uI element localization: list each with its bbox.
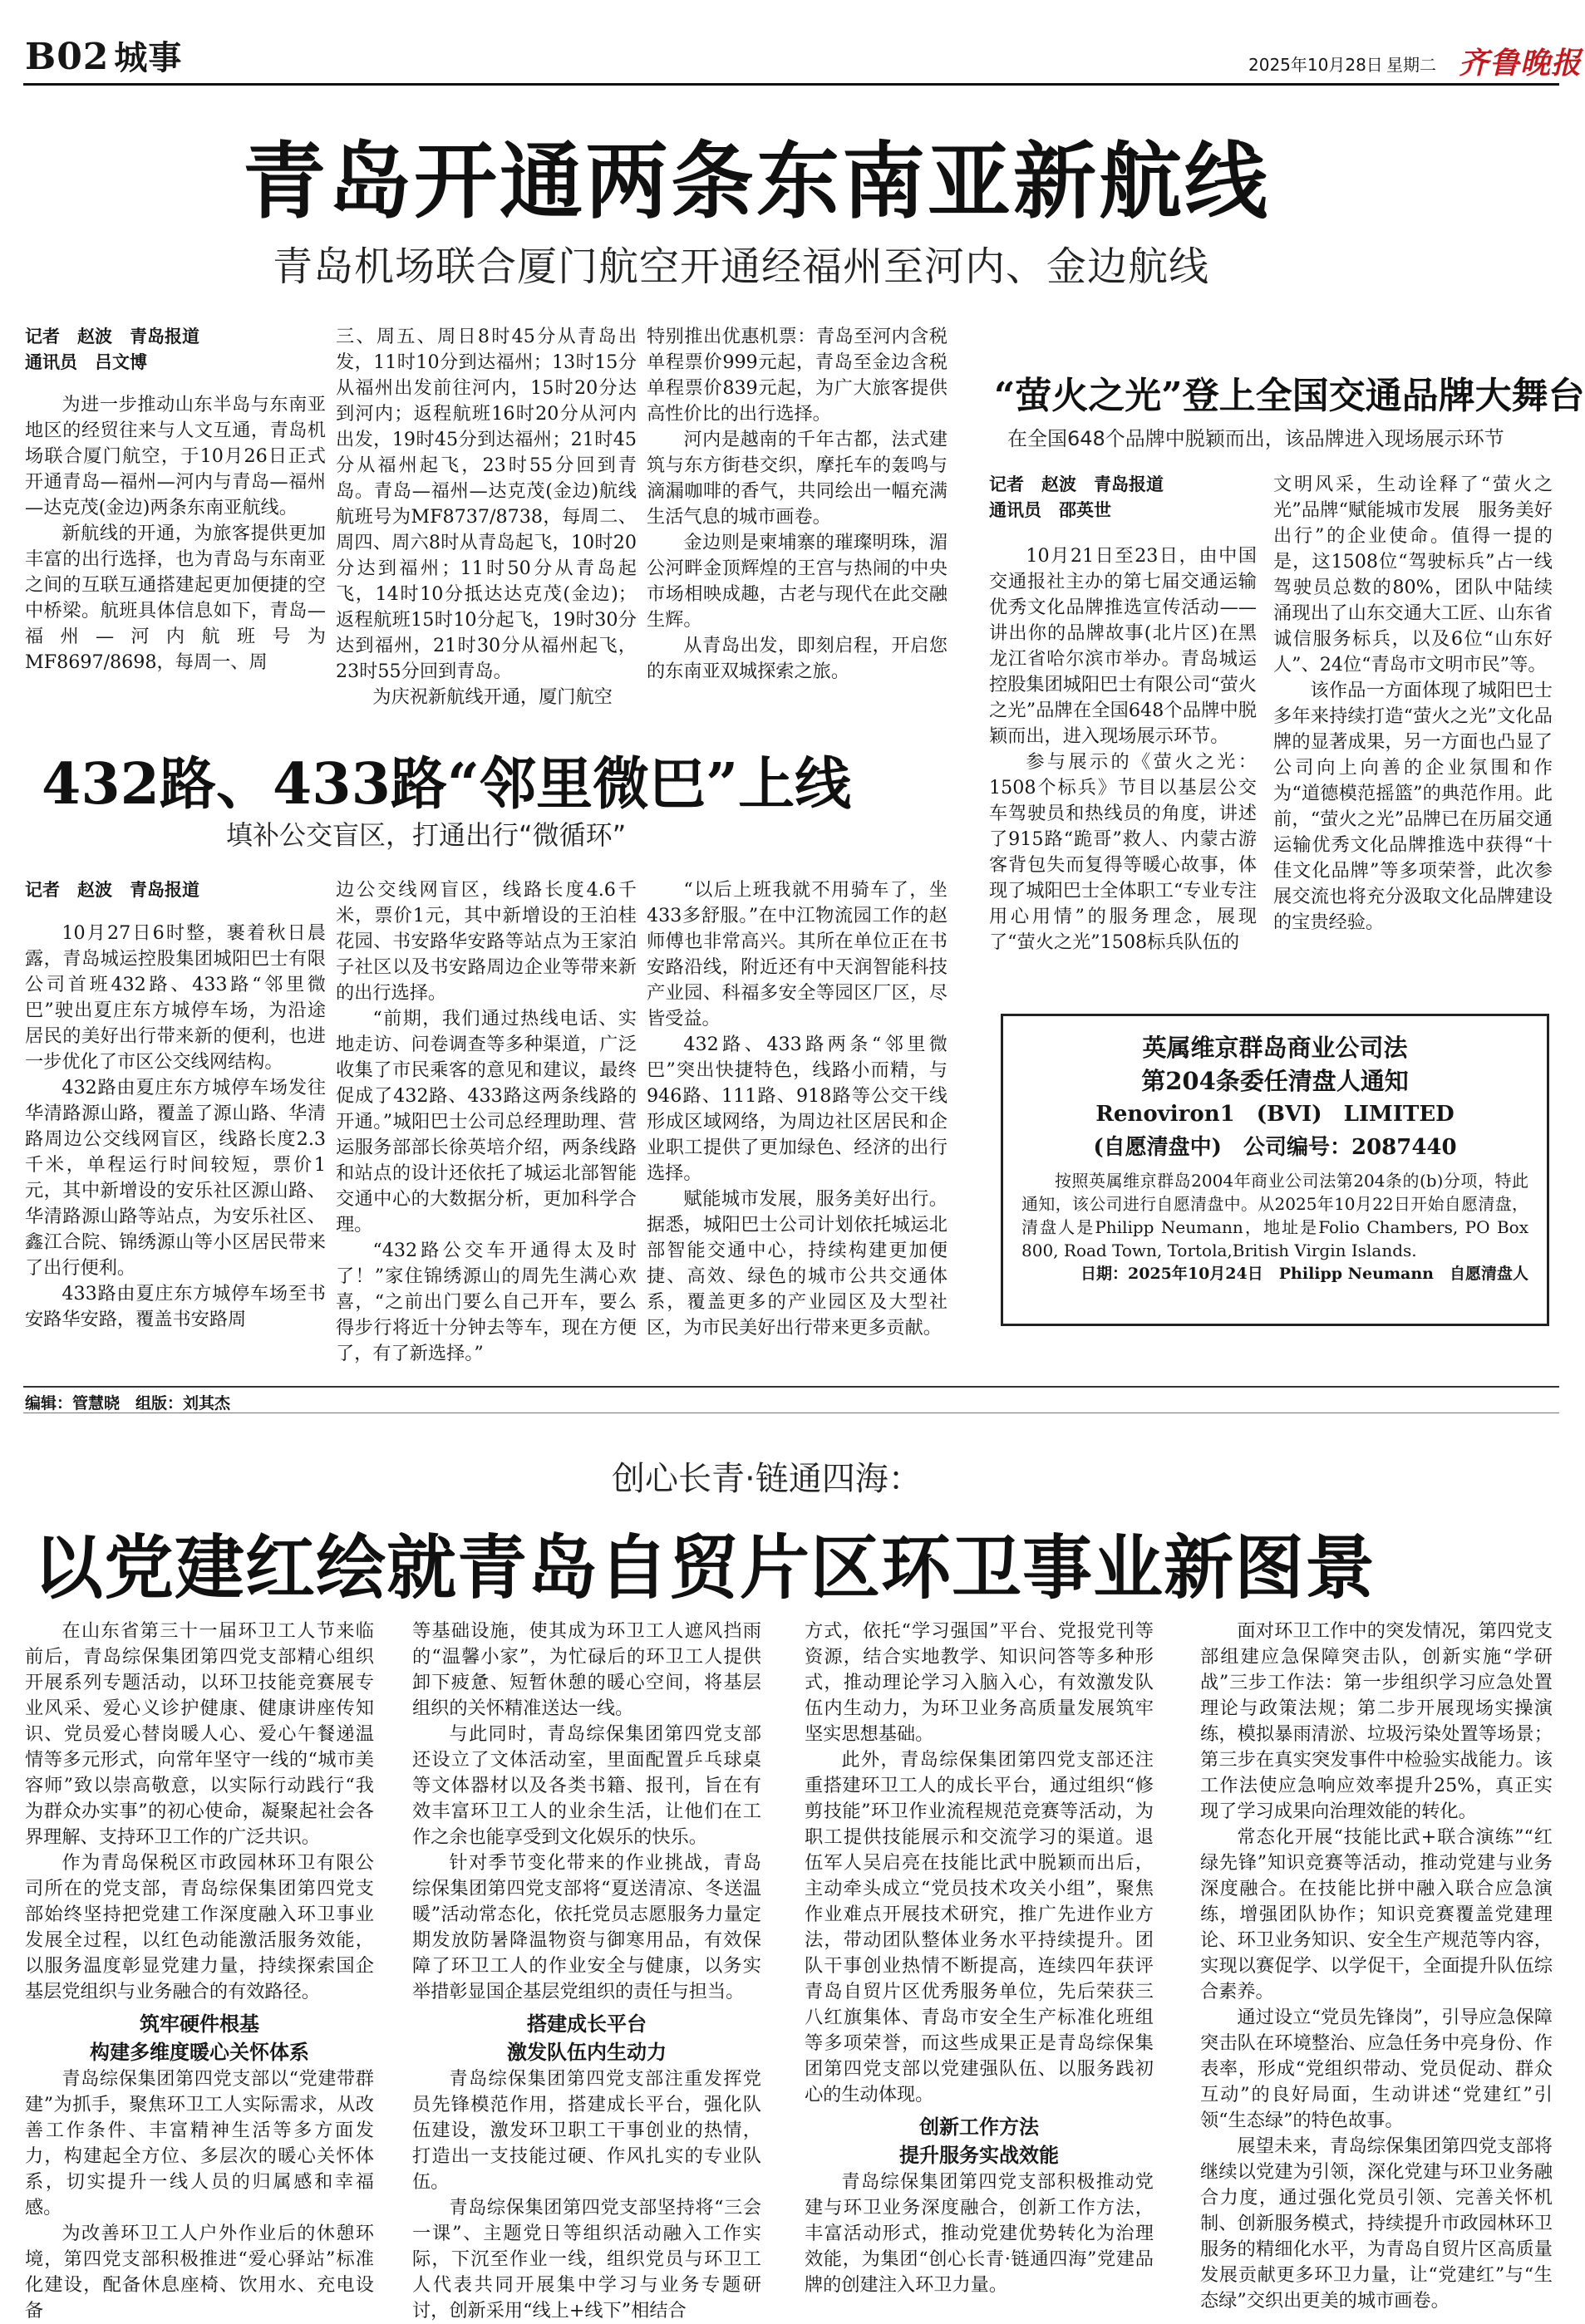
article4-column-2	[412, 1619, 761, 2322]
issue-date: 2025年10月28日	[1248, 55, 1383, 75]
header-rule	[23, 83, 1559, 86]
paragraph: 青岛综保集团第四党支部坚持将“三会一课”、主题党日等组织活动融入工作实际，下沉至作业一线，组织党员与环卫工人代表共同开展集中学习与业务专题研讨，创新采用“线上+线下”相结合	[412, 2197, 761, 2322]
paragraph: 文明风采，生动诠释了“萤火之光”品牌“赋能城市发展 服务美好出行”的企业使命。值得一提的是，这1508位“驾驶标兵”占一线驾驶员总数的80%，团队中陆续涌现出了山东交通大工匠、山东省诚信服务标兵，以及6位“山东好人”、24位“青岛市文明市民”等。	[1273, 474, 1553, 676]
paragraph: 为改善环卫工人户外作业后的休憩环境，第四党支部积极推进“爱心驿站”标准化建设，配备休息座椅、饮用水、充电设备	[25, 2223, 374, 2322]
paragraph: 通过设立“党员先锋岗”，引导应急保障突击队在环境整治、应急任务中亮身份、作表率，形成“党组织带动、党员促动、群众互动”的良好局面，生动讲述“党建红”引领“生态绿”的特色故事。	[1200, 2007, 1553, 2131]
paragraph: 针对季节变化带来的作业挑战，青岛综保集团第四党支部将“夏送清凉、冬送温暖”活动常态化，依托党员志愿服务力量定期发放防暑降温物资与御寒用品，有效保障了环卫工人的作业安全与健康，以务实举措彰显国企基层党组织的责任与担当。	[412, 1852, 761, 2002]
section-divider	[23, 1386, 1559, 1388]
article2-headline: “萤火之光”登上全国交通品牌大舞台	[994, 375, 1585, 417]
paragraph: 赋能城市发展，服务美好出行。据悉，城阳巴士公司计划依托城运北部智能交通中心，持续构建更加便捷、高效、绿色的城市公共交通体系，覆盖更多的产业园区及大型社区，为市民美好出行带来更多贡献。	[647, 1188, 948, 1339]
article1-subhead: 青岛机场联合厦门航空开通经福州至河内、金边航线	[273, 243, 1210, 290]
paragraph: 该作品一方面体现了城阳巴士多年来持续打造“萤火之光”文化品牌的显著成果，另一方面也凸显了公司向上向善的企业氛围和作为“道德模范摇篮”的典范作用。此前，“萤火之光”品牌已在历届交通运输优秀文化品牌推选中获得“十佳文化品牌”等多项荣誉，此次参展交流也将充分汲取文化品牌建设的宝贵经验。	[1273, 680, 1553, 933]
article4-column-1	[25, 1619, 374, 2322]
paragraph: 新航线的开通，为旅客提供更加丰富的出行选择，也为青岛与东南亚之间的互联互通搭建起更加便捷的空中桥梁。航班具体信息如下，青岛—福州—河内航班号为MF8697/8698，每周一、周	[25, 523, 326, 673]
article3-column-2	[336, 877, 637, 1381]
section-head: 激发队伍内生动力	[507, 2041, 667, 2064]
paragraph: 433路由夏庄东方城停车场至书安路华安路，覆盖书安路周	[25, 1283, 326, 1330]
paragraph: 从青岛出发，即刻启程，开启您的东南亚双城探索之旅。	[647, 635, 948, 682]
article1-column-2	[336, 324, 637, 708]
paragraph: 特别推出优惠机票：青岛至河内含税单程票价999元起，青岛至金边含税单程票价839元起，为广大旅客提供高性价比的出行选择。	[647, 326, 948, 425]
section-head: 创新工作方法	[919, 2115, 1039, 2139]
notice-signoff: 日期：2025年10月24日 Philipp Neumann 自愿清盘人	[1080, 1265, 1528, 1283]
paragraph: 青岛综保集团第四党支部注重发挥党员先锋模范作用，搭建成长平台，强化队伍建设，激发环卫职工干事创业的热情，打造出一支技能过硬、作风扎实的专业队伍。	[412, 2068, 761, 2193]
paragraph: 常态化开展“技能比武+联合演练”“红绿先锋”知识竞赛等活动，推动党建与业务深度融合。在技能比拼中融入联合应急演练，增强团队协作；知识竞赛覆盖党建理论、环卫业务知识、安全生产规范等内容，实现以赛促学、以学促干，全面提升队伍综合素养。	[1200, 1826, 1553, 2002]
article1-column-1	[25, 392, 326, 700]
notice-title-2: 第204条委任清盘人通知	[1141, 1067, 1409, 1095]
liquidation-notice-box	[1001, 1014, 1549, 1326]
issue-weekday: 星期二	[1386, 55, 1436, 75]
reporter: 记者 赵波 青岛报道	[25, 327, 199, 346]
article2-column-2	[1273, 472, 1553, 975]
article4-column-4	[1200, 1619, 1553, 2317]
article3-column-3	[647, 877, 948, 1381]
article2-column-1	[989, 543, 1276, 975]
paragraph: 在山东省第三十一届环卫工人节来临前后，青岛综保集团第四党支部精心组织开展系列专题活动，以环卫技能竞赛展专业风采、爱心义诊护健康、健康讲座传知识、党员爱心替岗暖人心、爱心午餐递温情等多元形式，向常年坚守一线的“城市美容师”致以崇高敬意，以实际行动践行“我为群众办实事”的初心使命，凝聚起社会各界理解、支持环卫工作的广泛共识。	[25, 1620, 374, 1848]
paragraph: 432路由夏庄东方城停车场发往华清路源山路，覆盖了源山路、华清路周边公交线网盲区，线路长度2.3千米，单程运行时间较短，票价1元，其中新增设的安乐社区源山路、华清路源山路等站点，为安乐社区、鑫江合院、锦绣源山等小区居民带来了出行便利。	[25, 1077, 326, 1279]
article2-byline	[989, 472, 1238, 523]
section-head: 筑牢硬件根基	[140, 2012, 259, 2036]
article4-headline: 以党建红绘就青岛自贸片区环卫事业新图景	[33, 1526, 1376, 1609]
article3-byline	[25, 877, 324, 903]
paragraph: 面对环卫工作中的突发情况，第四党支部组建应急保障突击队，创新实施“学研战”三步工作法：第一步组织学习应急处置理论与政策法规；第二步开展现场实操演练，模拟暴雨清淤、垃圾污染处置等场景；第三步在真实突发事件中检验实战能力。该工作法使应急响应效率提升25%，真正实现了学习成果向治理效能的转化。	[1200, 1620, 1553, 1822]
newspaper-logo: 齐鲁晚报	[1459, 46, 1583, 81]
article2-subhead: 在全国648个品牌中脱颖而出，该品牌进入现场展示环节	[1007, 427, 1504, 450]
paragraph: 金边则是柬埔寨的璀璨明珠，湄公河畔金顶辉煌的王宫与热闹的中央市场相映成趣，古老与现代在此交融生辉。	[647, 532, 948, 631]
notice-status: (自愿清盘中) 公司编号：2087440	[1093, 1135, 1457, 1160]
paragraph: 为进一步推动山东半岛与东南亚地区的经贸往来与人文互通，青岛机场联合厦门航空，于10月26日正式开通青岛—福州—河内与青岛—福州—达克茂(金边)两条东南亚航线。	[25, 394, 326, 518]
paragraph: 展望未来，青岛综保集团第四党支部将继续以党建为引领，深化党建与环卫业务融合力度，通过强化党员引领、完善关怀机制、创新服务模式，持续提升市政园林环卫服务的精细化水平，为青岛自贸片区高质量发展贡献更多环卫力量，让“党建红”与“生态绿”交织出更美的城市画卷。	[1200, 2135, 1553, 2312]
correspondent: 通讯员 吕文博	[25, 352, 147, 372]
reporter: 记者 赵波 青岛报道	[989, 474, 1164, 494]
section-head: 提升服务实战效能	[899, 2144, 1059, 2167]
paragraph: 此外，青岛综保集团第四党支部还注重搭建环卫工人的成长平台，通过组织“修剪技能”环卫作业流程规范竞赛等活动，为职工提供技能展示和交流学习的渠道。退伍军人吴启亮在技能比武中脱颖而出后，主动牵头成立“党员技术攻关小组”，聚焦作业难点开展技术研究，推广先进作业方法，带动团队整体业务水平持续提升。团队干事创业热情不断提高，连续四年获评青岛自贸片区优秀服务单位，先后荣获三八红旗集体、青岛市安全生产标准化班组等多项荣誉，而这些成果正是青岛综保集团第四党支部以党建强队伍、以服务践初心的生动体现。	[805, 1749, 1154, 2105]
article1-byline	[25, 324, 324, 376]
reporter: 记者 赵波 青岛报道	[25, 880, 199, 900]
paragraph: 边公交线网盲区，线路长度4.6千米，票价1元，其中新增设的王泊桂花园、书安路华安路等站点为王家泊子社区以及书安路周边企业等带来新的出行选择。	[336, 879, 637, 1004]
notice-title-1: 英属维京群岛商业公司法	[1142, 1034, 1408, 1062]
paragraph: 与此同时，青岛综保集团第四党支部还设立了文体活动室，里面配置乒乓球桌等文体器材以及各类书籍、报刊，旨在有效丰富环卫工人的业余生活，让他们在工作之余也能享受到文化娱乐的快乐。	[412, 1723, 761, 1848]
paragraph: 参与展示的《萤火之光：1508个标兵》节目以基层公交车驾驶员和热线员的角度，讲述了915路“跪哥”救人、内蒙古游客背包失而复得等暖心故事，体现了城阳巴士全体职工“专业专注 用心用情”的服务理念，展现了“萤火之光”1508标兵队伍的	[989, 751, 1276, 953]
page-number: B02 城事	[25, 36, 183, 78]
paragraph: 10月27日6时整，裹着秋日晨露，青岛城运控股集团城阳巴士有限公司首班432路、433路“邻里微巴”驶出夏庄东方城停车场，为沿途居民的美好出行带来新的便利，也进一步优化了市区公交线网结构。	[25, 922, 326, 1073]
notice-body: 按照英属维京群岛2004年商业公司法第204条的(b)分项，特此通知，该公司进行自愿清盘中。从2025年10月22日开始自愿清盘，清盘人是Philipp Neumann，地址是Folio Chambers, PO Box 800, Road Town, Tortola,British Virgin Islands.	[1021, 1171, 1528, 1260]
section-head: 搭建成长平台	[527, 2012, 647, 2036]
paragraph: 432路、433路两条“邻里微巴”突出快捷特色，线路小而精，与946路、111路、918路等公交干线形成区域网络，为周边社区居民和企业职工提供了更加绿色、经济的出行选择。	[647, 1034, 948, 1184]
paragraph: “432路公交车开通得太及时了！”家住锦绣源山的周先生满心欢喜，“之前出门要么自己开车，要么得步行将近十分钟去等车，现在方便了，有了新选择。”	[336, 1240, 637, 1364]
paragraph: “前期，我们通过热线电话、实地走访、问卷调查等多种渠道，广泛收集了市民乘客的意见和建议，最终促成了432路、433路这两条线路的开通。”城阳巴士公司总经理助理、营运服务部部长徐英培介绍，两条线路和站点的设计还依托了城运北部智能交通中心的大数据分析，更加科学合理。	[336, 1008, 637, 1236]
paragraph: 为庆祝新航线开通，厦门航空	[372, 686, 613, 708]
article1-headline: 青岛开通两条东南亚新航线	[243, 132, 1270, 230]
article1-column-3	[647, 324, 948, 700]
article4-kicker: 创心长青·链通四海：	[612, 1460, 922, 1498]
article3-headline: 432路、433路“邻里微巴”上线	[42, 751, 852, 818]
paragraph: “以后上班我就不用骑车了，坐433多舒服。”在中江物流园工作的赵师傅也非常高兴。其所在单位正在书安路沿线，附近还有中天润智能科技产业园、科福多安全等园区厂区，尽皆受益。	[647, 879, 948, 1029]
paragraph: 10月21日至23日，由中国交通报社主办的第七届交通运输优秀文化品牌推选宣传活动——讲出你的品牌故事(北片区)在黑龙江省哈尔滨市举办。青岛城运控股集团城阳巴士有限公司“萤火之光”品牌在全国648个品牌中脱颖而出，进入现场展示环节。	[989, 545, 1257, 747]
paragraph: 三、周五、周日8时45分从青岛出发，11时10分到达福州；13时15分从福州出发前往河内，15时20分达到河内；返程航班16时20分从河内出发，19时45分到达福州；21时45分从福州起飞，23时55分回到青岛。青岛—福州—达克茂(金边)航线航班号为MF8737/8738，每周二、周四、周六8时从青岛起飞，10时20分达到福州；11时50分从青岛起飞，14时10分抵达达克茂(金边)；返程航班15时10分起飞，19时30分达到福州，21时30分从福州起飞，23时55分回到青岛。	[336, 326, 637, 682]
editor-credits: 编辑：管慧晓 组版：刘其杰	[25, 1394, 231, 1413]
correspondent: 通讯员 邵英世	[989, 500, 1111, 520]
paragraph: 方式，依托“学习强国”平台、党报党刊等资源，结合实地教学、知识问答等多种形式，推动理论学习入脑入心，有效激发队伍内生动力，为环卫业务高质量发展筑牢坚实思想基础。	[805, 1620, 1154, 1745]
section-head: 构建多维度暖心关怀体系	[90, 2041, 309, 2064]
paragraph: 作为青岛保税区市政园林环卫有限公司所在的党支部，青岛综保集团第四党支部始终坚持把党建工作深度融入环卫事业发展全过程，以红色动能激活服务效能，以服务温度彰显党建力量，持续探索国企基层党组织与业务融合的有效路径。	[25, 1852, 374, 2002]
notice-company: Renoviron1 (BVI) LIMITED	[1095, 1102, 1455, 1127]
paragraph: 青岛综保集团第四党支部以“党建带群建”为抓手，聚焦环卫工人实际需求，从改善工作条件、丰富精神生活等多方面发力，构建起全方位、多层次的暖心关怀体系，切实提升一线人员的归属感和幸福感。	[25, 2068, 374, 2218]
article3-subhead: 填补公交盲区，打通出行“微循环”	[226, 819, 627, 851]
article4-column-3	[805, 1619, 1154, 2317]
paragraph: 青岛综保集团第四党支部积极推动党建与环卫业务深度融合，创新工作方法，丰富活动形式，推动党建优势转化为治理效能，为集团“创心长青·链通四海”党建品牌的创建注入环卫力量。	[805, 2171, 1154, 2296]
article3-column-1	[25, 921, 326, 1381]
paragraph: 河内是越南的千年古都，法式建筑与东方街巷交织，摩托车的轰鸣与滴漏咖啡的香气，共同绘出一幅充满生活气息的城市画卷。	[647, 429, 948, 528]
paragraph: 等基础设施，使其成为环卫工人遮风挡雨的“温馨小家”，为忙碌后的环卫工人提供卸下疲惫、短暂休憩的暖心空间，将基层组织的关怀精准送达一线。	[412, 1620, 761, 1719]
section-name: 城事	[114, 38, 183, 77]
